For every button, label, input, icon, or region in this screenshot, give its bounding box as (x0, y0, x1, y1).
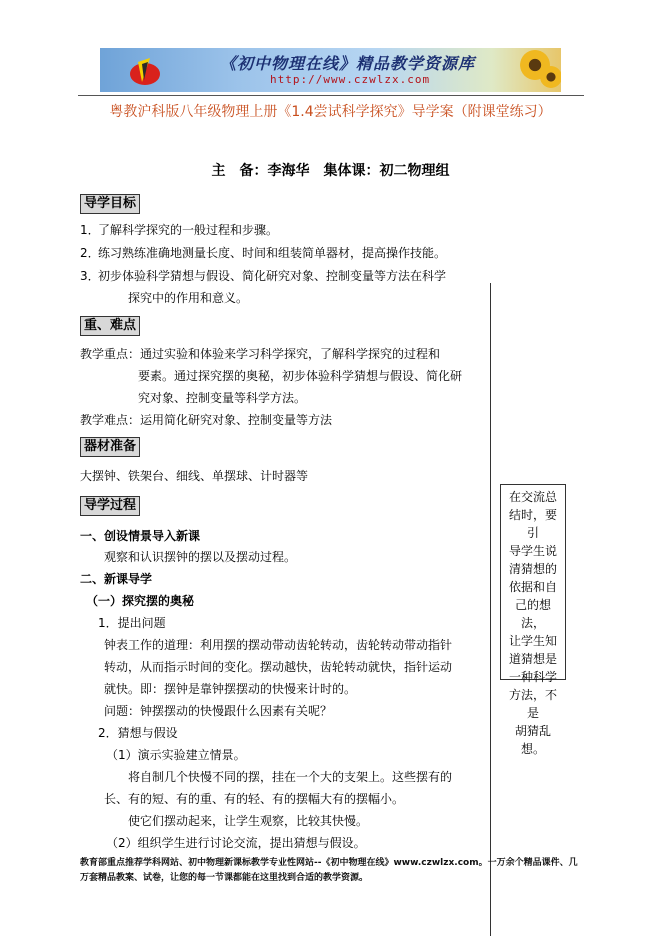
paragraph-line: 转动，从而指示时间的变化。摆动越快，齿轮转动就快，指针运动 (104, 660, 453, 674)
side-note-line: 道猜想是 (508, 652, 557, 666)
section-heading-process: 导学过程 (80, 496, 140, 516)
paragraph-line: 将自制几个快慢不同的摆，挂在一个大的支架上。这些摆有的 (128, 770, 453, 784)
side-note-line: 导学生说 (508, 544, 557, 558)
side-note-line: 一种科学 (508, 670, 557, 684)
banner-url[interactable]: http://www.czwlzx.com (270, 73, 431, 86)
focus-line: 教学重点：通过实验和体验来学习科学探究，了解科学探究的过程和 (80, 347, 441, 361)
document-title: 粤教沪科版八年级物理上册《1.4尝试科学探究》导学案（附课堂练习） (109, 104, 552, 120)
goal-item (80, 222, 278, 238)
column-divider (490, 283, 491, 936)
question-line: 问题：钟摆摆动的快慢跟什么因素有关呢？ (104, 704, 333, 718)
goal-number: 1． (80, 223, 100, 237)
goal-text: 初步体验科学猜想与假设、简化研究对象、控制变量等方法在科学 (98, 269, 447, 283)
page-footer: 教育部重点推荐学科网站、初中物理新课标教学专业性网站--《初中物理在线》www.czwlzx.com。一万余个精品课件、几万套精品教案、试卷，让您的每一节课都能在这里找到合适的教学资源。 (80, 858, 578, 883)
paragraph-line: （2）组织学生进行讨论交流，提出猜想与假设。 (106, 836, 366, 850)
side-note-line: 在交流总 (508, 490, 557, 504)
header-banner (100, 48, 561, 92)
header-rule (78, 95, 584, 96)
goal-text: 了解科学探究的一般过程和步骤。 (98, 223, 279, 237)
paragraph-line: 长、有的短、有的重、有的轻、有的摆幅大有的摆幅小。 (104, 792, 405, 806)
section-heading-goals: 导学目标 (80, 194, 140, 214)
authors-line: 主 备：李海华 集体课：初二物理组 (211, 163, 450, 179)
side-note (500, 484, 566, 756)
side-note-line: 胡猜乱想。 (514, 724, 551, 756)
focus-line: 究对象、控制变量等科学方法。 (138, 391, 307, 405)
side-note-line: 方法，不是 (508, 688, 557, 720)
paragraph-line: 就快。即：摆钟是靠钟摆摆动的快慢来计时的。 (104, 682, 357, 696)
goal-number: 2． (80, 246, 100, 260)
goal-text-continued: 探究中的作用和意义。 (128, 291, 249, 305)
side-note-line: 清猜想的 (508, 562, 557, 576)
goal-number: 3． (80, 269, 100, 283)
banner-slogan: 《初中物理在线》精品教学资源库 (220, 54, 476, 73)
step-title: 2．猜想与假设 (98, 726, 178, 740)
subsection-subtitle: （一）探究摆的奥秘 (86, 594, 195, 608)
focus-line: 要素。通过探究摆的奥秘，初步体验科学猜想与假设、简化研 (138, 369, 463, 383)
step-title: 1．提出问题 (98, 616, 166, 630)
side-note-line: 让学生知 (508, 634, 557, 648)
goal-item (80, 245, 446, 261)
subsection-title: 一、创设情景导入新课 (80, 529, 201, 543)
side-note-line: 己的想法， (514, 598, 551, 630)
paragraph-line: 使它们摆动起来，让学生观察，比较其快慢。 (128, 814, 369, 828)
difficulty-line: 教学难点：运用简化研究对象、控制变量等方法 (80, 413, 333, 427)
sunflower-icon (540, 66, 561, 88)
site-logo-icon (128, 54, 162, 88)
side-note-line: 结时，要引 (508, 508, 557, 540)
side-note-line: 依据和自 (508, 580, 557, 594)
goal-text: 练习熟练准确地测量长度、时间和组装简单器材，提高操作技能。 (98, 246, 447, 260)
goal-item (80, 268, 446, 284)
section-heading-equipment: 器材准备 (80, 437, 140, 457)
section-heading-keypoints: 重、难点 (80, 316, 140, 336)
paragraph-line: 钟表工作的道理：利用摆的摆动带动齿轮转动，齿轮转动带动指针 (104, 638, 453, 652)
paragraph-line: （1）演示实验建立情景。 (106, 748, 246, 762)
equipment-list: 大摆钟、铁架台、细线、单摆球、计时器等 (80, 469, 309, 483)
paragraph-line: 观察和认识摆钟的摆以及摆动过程。 (104, 550, 297, 564)
subsection-title: 二、新课导学 (80, 572, 153, 586)
